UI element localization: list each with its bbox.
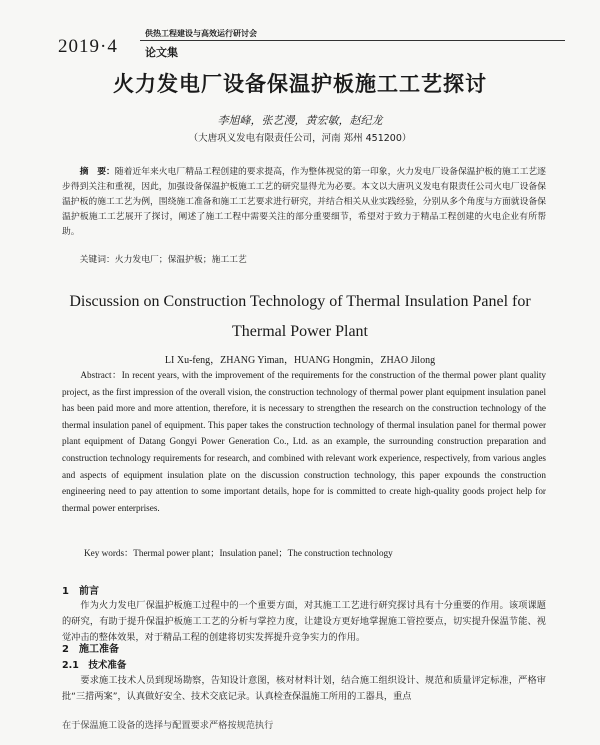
section2-1-body: 要求施工技术人员到现场勘察，告知设计意图，核对材料计划，结合施工组织设计、规范和质量评定标准，严格审批“三措两案”，认真做好安全、技术交底记录。认真检查保温施工所用的工器具，重点 bbox=[62, 675, 546, 702]
keywords-cn-text: 火力发电厂；保温护板；施工工艺 bbox=[114, 255, 247, 265]
title-cn: 火力发电厂设备保温护板施工工艺探讨 bbox=[113, 72, 487, 96]
abstract-cn-text: 随着近年来火电厂精品工程创建的要求提高，作为整体视觉的第一印象，火力发电厂设备保温护板的施工工艺逐步得到关注和重视，因此，加强设备保温护板施工工艺的研究显得尤为必要。本文以大唐巩义发电有限责任公司火电厂设备保温护板的施工工艺为例，围绕施工准备和施工工艺要求进行研究，并结合相关从业实践经验，分别从多个角度与方面就设备保温护板施工工艺展开了探讨，阐述了施工工程中需要关注的部分重要细节，希望对于致力于精品工程创建的火电企业有所帮助。 bbox=[62, 167, 546, 237]
issue-year: 2019·4 bbox=[58, 36, 118, 57]
section1-body: 作为火力发电厂保温护板施工过程中的一个重要方面，对其施工工艺进行研究探讨具有十分重要的作用。该项课题的研究，有助于提升保温护板施工工艺的分析与掌控力度，让建设方更好地掌握施工管控要点，切实提升保温节能、视觉冲击的整体效果，对于精品工程的创建将切实发挥提升竞争实力的作用。 bbox=[62, 600, 546, 643]
authors-en: LI Xu-feng，ZHANG Yiman，HUANG Hongmin，ZHAO Jilong bbox=[164, 355, 436, 366]
cut-off-line: 在于保温施工设备的选择与配置要求严格按规范执行 bbox=[62, 720, 274, 729]
section2-heading: 2 施工准备 bbox=[62, 644, 119, 655]
abstract-en bbox=[62, 367, 546, 516]
authors-cn: 李旭峰，张艺漫，黄宏敏，赵纪龙 bbox=[217, 114, 383, 127]
affiliation-cn: （大唐巩义发电有限责任公司，河南 郑州 451200） bbox=[188, 133, 412, 144]
keywords-cn bbox=[62, 253, 546, 268]
title-en-line1: Discussion on Construction Technology of Thermal Insulation Panel for bbox=[69, 293, 531, 310]
keywords-en-text: Thermal power plant；Insulation panel；The construction technology bbox=[133, 548, 393, 558]
abstract-cn-label: 摘 要： bbox=[79, 167, 115, 177]
header-rule bbox=[140, 40, 565, 41]
journal-name: 供热工程建设与高效运行研讨会 bbox=[145, 29, 257, 38]
abstract-en-label: Abstract： bbox=[80, 370, 122, 380]
keywords-en bbox=[84, 545, 393, 559]
abstract-cn bbox=[62, 165, 546, 240]
section2-1-heading: 2.1 技术准备 bbox=[62, 660, 127, 671]
title-en-line2: Thermal Power Plant bbox=[232, 323, 368, 340]
keywords-cn-label: 关键词： bbox=[79, 255, 115, 265]
section1-heading: 1 前言 bbox=[62, 586, 99, 597]
abstract-en-text: In recent years, with the improvement of the requirements for the construction of the thermal power plant quality project, as the first impression of the overall vision, the construction technology of thermal power plant equipment insulation panel has been paid more and more attention, therefore, it is necessary to strengthen the research on the construction technology of the thermal insulation panel of equipment. This paper takes the construction technology of thermal insulation panel for thermal power plant equipment of Datang Gongyi Power Generation Co., Ltd. as an example, the surrounding construction preparation and construction technology requirements for research, and combined with relevant work experience, respectively, from various angles and aspects of equipment insulation plate on the discussion construction technology, this paper expounds the construction engineering need to pay attention to some important details, hope for is committed to create high-quality goods project help for thermal power enterprises. bbox=[62, 370, 546, 513]
keywords-en-label: Key words： bbox=[84, 548, 134, 558]
section-name: 论文集 bbox=[145, 46, 178, 59]
